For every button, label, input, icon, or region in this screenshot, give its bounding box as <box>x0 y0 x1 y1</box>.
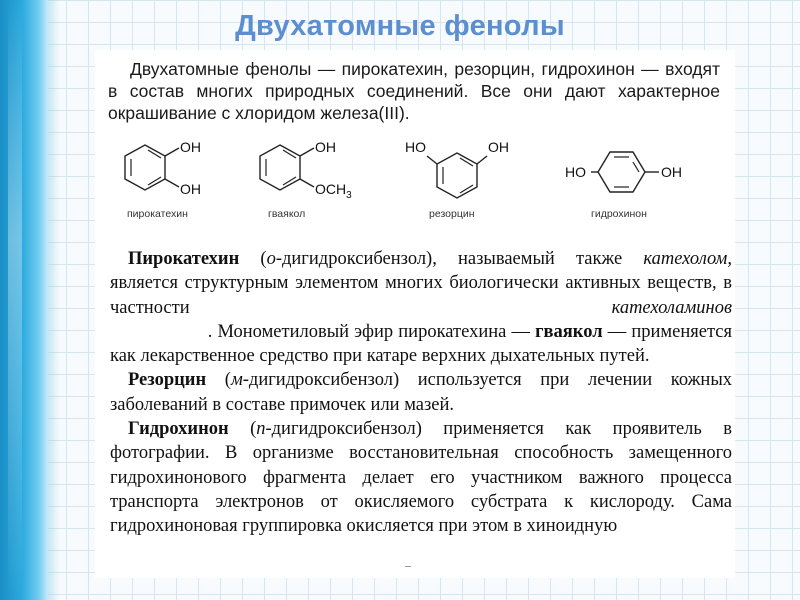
prefix-meta: м <box>230 370 243 391</box>
pyrocatechol-oh-bottom: OH <box>180 181 201 197</box>
left-band-glow <box>48 0 60 600</box>
intro-paragraph: Двухатомные фенолы — пирокатехин, резорцин, гидрохинон — входят в состав многих природных соединений. Все они дают характерное окрашивание с хлоридом железа(III). <box>108 59 720 123</box>
resorcinol-caption: резорцин <box>429 208 475 220</box>
slide-title: Двухатомные фенолы <box>235 10 565 42</box>
guaiacol-oh: OH <box>315 139 336 155</box>
left-decorative-band <box>0 0 48 600</box>
alias-catechol: катехолом, <box>643 249 732 269</box>
pyrocatechol-caption: пирокатехин <box>127 208 188 220</box>
text-run: ( <box>228 419 257 440</box>
hydroquinone-oh: OH <box>661 164 682 180</box>
paragraph-pyrocatechol <box>110 247 732 368</box>
term-pyrocatechol: Пирокатехин <box>128 249 240 269</box>
text-run: — применяется как лекарственное средство при катаре верхних дыхательных путей. <box>110 321 733 367</box>
text-run: является структурным элементом многих биологически активных веществ, в частности <box>110 273 732 318</box>
guaiacol-och-text: OCH <box>315 181 347 197</box>
structure-resorcinol <box>405 139 525 225</box>
page-mark <box>405 562 411 567</box>
text-run: -дигидроксибензол), называемый также <box>275 249 644 269</box>
term-hydroquinone: Гидрохинон <box>128 419 229 440</box>
prefix-ortho: о <box>266 249 276 269</box>
text-run: -дигидроксибензол) применяется как проявитель в фотографии. В организме восстановительная способность замещенного гидрохинонового фрагмента делает его участником важного процесса транспорта электронов от окисляемого субстрата к кислороду. Сама гидрохиноновая группировка окисляется при этом в хиноидную <box>110 419 732 537</box>
resorcinol-oh: OH <box>488 139 509 155</box>
structure-pyrocatechol <box>125 139 225 225</box>
hydroquinone-caption: гидрохинон <box>591 208 647 220</box>
guaiacol-och3 <box>315 181 352 201</box>
paragraph-hydroquinone <box>110 417 732 538</box>
pyrocatechol-oh-top: OH <box>180 139 201 155</box>
term-catecholamines: катехоламинов <box>611 297 732 318</box>
resorcinol-ho: HO <box>405 139 426 155</box>
text-run: . Монометиловый эфир пирокатехина — <box>110 321 536 342</box>
guaiacol-subscript: 3 <box>346 189 352 201</box>
guaiacol-caption: гваякол <box>268 208 306 220</box>
text-run: ( <box>239 249 267 269</box>
structure-guaiacol <box>260 139 370 225</box>
structure-hydroquinone <box>565 150 705 230</box>
term-resorcinol: Резорцин <box>128 370 207 391</box>
hydroquinone-ho: HO <box>565 164 586 180</box>
body-text <box>110 247 732 539</box>
text-run: ( <box>206 370 231 391</box>
paragraph-resorcinol <box>110 368 732 417</box>
term-guaiacol: гваякол <box>535 321 603 342</box>
prefix-para: п <box>256 419 266 440</box>
text-run: -дигидроксибензол) используется при лечении кожных заболеваний в составе примочек или мазей. <box>110 370 732 415</box>
